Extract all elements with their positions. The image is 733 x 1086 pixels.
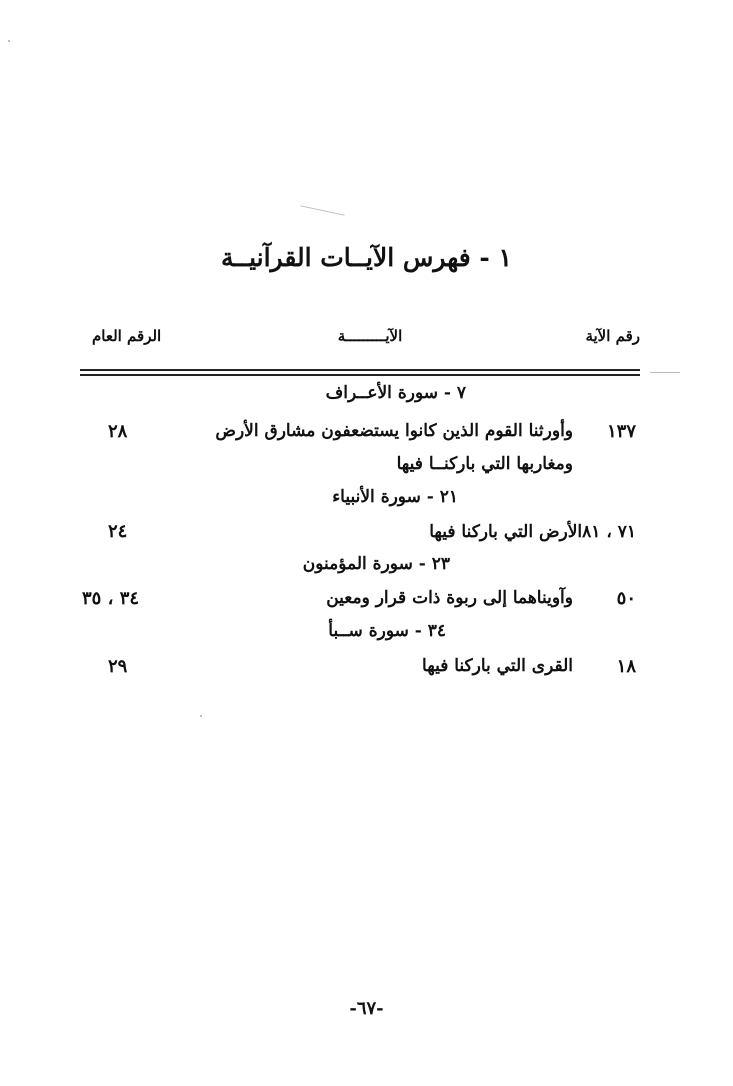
scan-speck xyxy=(200,715,202,717)
verse-text-line: وآويناهما إلى ربوة ذات قرار ومعين xyxy=(326,588,573,608)
header-rule-top xyxy=(80,369,640,371)
surah-heading: ٧ - سورة الأعــراف xyxy=(325,383,466,403)
column-header-verse: الآيـــــــــة xyxy=(337,327,403,345)
page-title: ١ - فهرس الآيــات القرآنيــة xyxy=(221,243,512,272)
general-number: ٢٩ xyxy=(108,656,128,677)
verse-number: ٥٠ xyxy=(616,588,636,609)
header-rule-bottom xyxy=(80,374,640,376)
verse-text-line: ومغاربها التي باركنــا فيها xyxy=(396,454,573,474)
scan-speck xyxy=(650,372,680,373)
scan-speck xyxy=(8,40,10,42)
column-header-general-number: الرقم العام xyxy=(92,327,162,345)
general-number: ٢٤ xyxy=(108,521,128,542)
verse-text-line: وأورثنا القوم الذين كانوا يستضعفون مشارق الأرض xyxy=(215,421,573,441)
surah-heading: ٣٤ - سورة ســبأ xyxy=(328,621,446,641)
verse-number: ١٣٧ xyxy=(606,421,636,442)
surah-heading: ٢٣ - سورة المؤمنون xyxy=(302,554,450,574)
verse-number: ٧١ ، ٨١ xyxy=(582,522,636,542)
general-number: ٢٨ xyxy=(108,421,128,442)
verse-text-line: الأرض التي باركنا فيها xyxy=(429,522,583,542)
general-number: ٣٤ ، ٣٥ xyxy=(82,588,140,609)
column-header-verse-number: رقم الآية xyxy=(585,327,640,345)
verse-text-line: القرى التي باركنا فيها xyxy=(422,656,573,676)
scan-speck xyxy=(300,205,344,215)
page-number: -٦٧- xyxy=(349,998,384,1019)
verse-number: ١٨ xyxy=(616,656,636,677)
surah-heading: ٢١ - سورة الأنبياء xyxy=(332,487,458,507)
verse-number-and-text xyxy=(429,522,636,542)
